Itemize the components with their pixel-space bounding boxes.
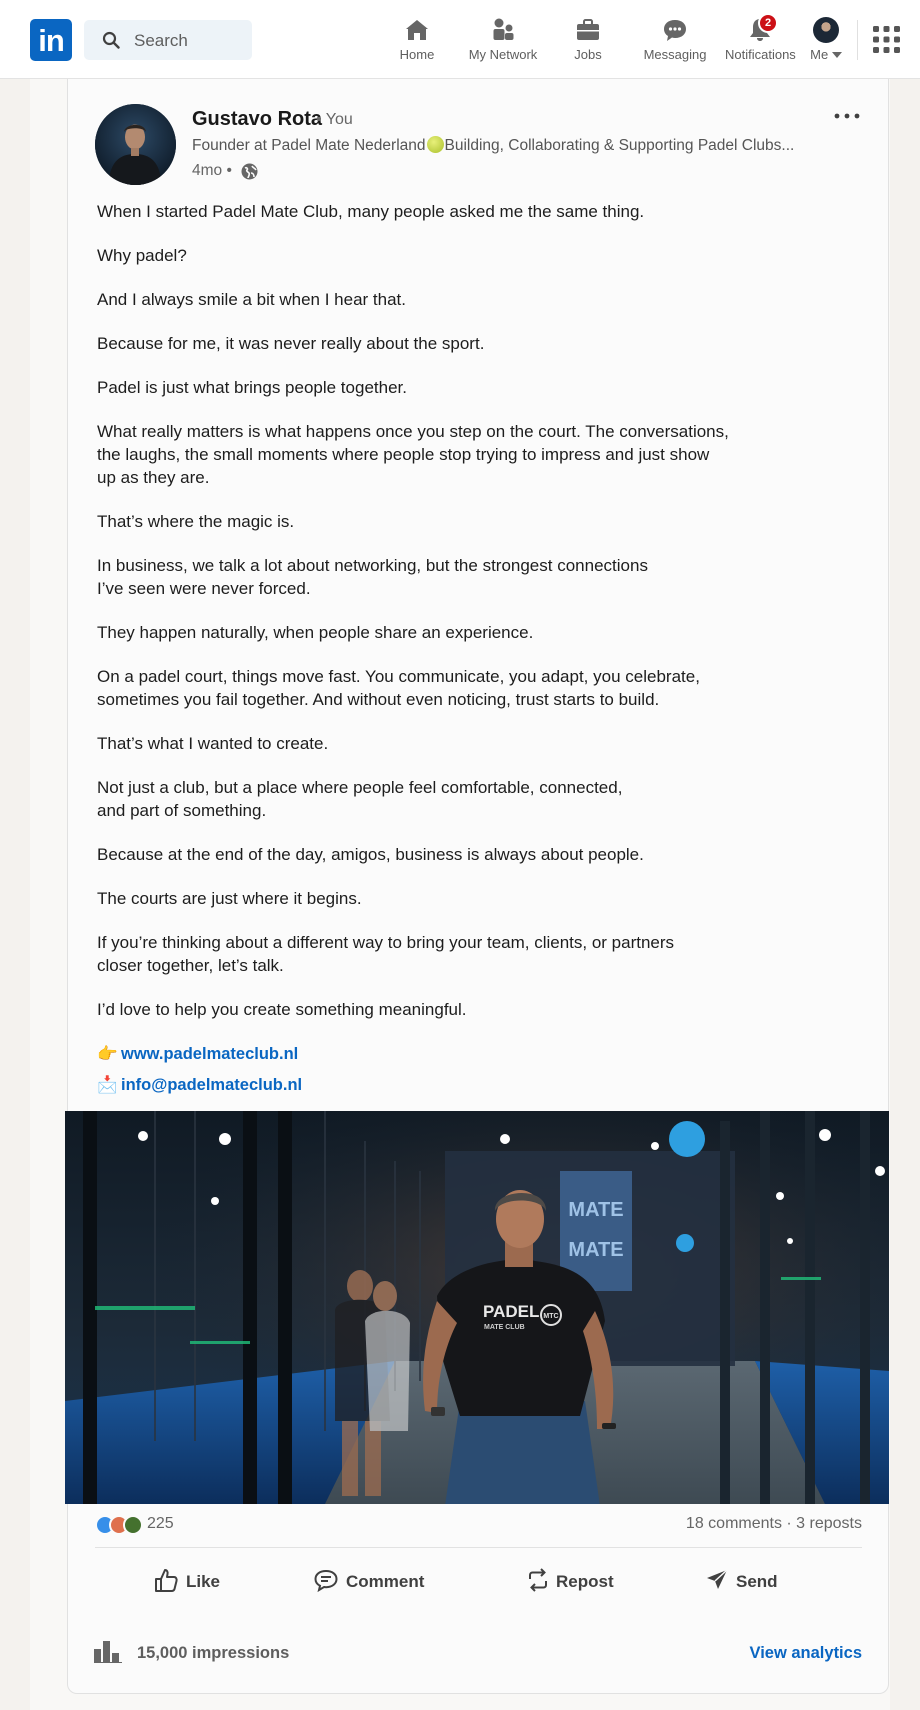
shirt-badge-text: MTC [543,1313,559,1320]
nav-me-label: Me [810,47,829,62]
send-icon [705,1567,729,1593]
nav-jobs-label: Jobs [574,47,602,62]
nav-divider [857,20,858,60]
comment-label: Comment [346,1572,425,1591]
globe-icon [240,162,259,181]
website-line [97,1045,298,1064]
headline-part-1: Founder at Padel Mate Nederland [192,137,426,154]
repost-icon [526,1567,550,1593]
like-label: Like [186,1572,221,1591]
author-avatar[interactable] [95,104,176,185]
chat-bubble-icon [661,16,689,44]
author-photo [95,104,176,185]
post-paragraph: I’d love to help you create something meaningful. [97,1000,467,1019]
post-paragraph: Why padel? [97,246,187,265]
avatar [813,17,839,43]
nav-notifications[interactable] [725,16,795,64]
post-paragraph: That’s what I wanted to create. [97,734,329,753]
post-paragraph: And I always smile a bit when I hear that. [97,290,406,309]
nav-notifications-label: Notifications [725,47,796,62]
post-text [97,200,767,1042]
post-image[interactable] [65,1111,889,1504]
notification-count-badge: 2 [758,13,778,33]
post-paragraph: Not just a club, but a place where people feel comfortable, connected, and part of something. [97,778,623,820]
search-placeholder: Search [134,31,188,50]
divider [95,1547,862,1548]
nav-my-network-label: My Network [468,47,538,62]
pointing-hand-icon: 👉 [97,1045,118,1063]
banner-text-2: MATE [568,1239,624,1261]
post-paragraph: They happen naturally, when people share an experience. [97,623,534,642]
website-link[interactable]: www.padelmateclub.nl [121,1045,299,1063]
nav-home[interactable] [395,16,439,64]
comment-button[interactable] [313,1567,433,1597]
reaction-count[interactable]: 225 [147,1515,174,1532]
nav-home-label: Home [399,47,435,62]
author-headline [192,136,832,155]
post-paragraph: Padel is just what brings people together. [97,378,407,397]
global-nav [0,0,920,79]
post-paragraph: That’s where the magic is. [97,512,295,531]
shirt-sub-text: MATE CLUB [484,1324,525,1331]
caret-down-icon [832,51,842,59]
thumbs-up-icon [154,1567,178,1593]
post-paragraph: If you’re thinking about a different way to bring your team, clients, or partners closer together, let’s talk. [97,933,675,975]
comments-reposts-count[interactable]: 18 comments · 3 reposts [685,1515,862,1532]
home-icon [403,16,431,44]
post-paragraph: What really matters is what happens once you step on the court. The conversations, the laughs, the small moments where people stop trying to impress and just show up as they are. [97,422,729,487]
impressions-count: 15,000 impressions [137,1644,290,1662]
send-button[interactable] [705,1567,785,1597]
banner-text-1: MATE [568,1199,624,1221]
comment-icon [313,1567,339,1593]
apps-grid-icon[interactable] [873,26,900,53]
padel-court-photo [65,1111,889,1504]
post-paragraph: On a padel court, things move fast. You communicate, you adapt, you celebrate, sometimes you fail together. And without even noticing, trust starts to build. [97,667,700,709]
view-analytics-link[interactable]: View analytics [749,1644,862,1662]
nav-messaging[interactable] [640,16,710,64]
tennis-ball-icon [427,136,444,153]
nav-me-label-wrap [808,47,844,62]
post-time: 4mo • [192,162,232,179]
bar-chart-icon [94,1641,122,1663]
people-icon [489,16,517,44]
post-paragraph: Because for me, it was never really about the sport. [97,334,485,353]
post-paragraph: In business, we talk a lot about networking, but the strongest connections I’ve seen were never forced. [97,556,648,598]
more-options-icon[interactable] [832,108,862,124]
email-link[interactable]: info@padelmateclub.nl [121,1076,303,1094]
repost-button[interactable] [526,1567,636,1597]
email-line [97,1076,302,1095]
post-paragraph: When I started Padel Mate Club, many people asked me the same thing. [97,202,645,221]
search-icon [102,31,120,49]
search-input[interactable] [84,20,252,60]
nav-messaging-label: Messaging [643,47,707,62]
briefcase-icon [574,16,602,44]
envelope-icon: 📩 [97,1076,118,1094]
nav-me[interactable] [808,16,844,64]
nav-my-network[interactable] [465,16,541,64]
shirt-brand-text: PADEL [483,1302,540,1321]
like-button[interactable] [154,1567,234,1597]
author-name[interactable]: Gustavo Rota [192,108,323,130]
send-label: Send [736,1572,778,1591]
nav-jobs[interactable] [570,16,606,64]
post-paragraph: The courts are just where it begins. [97,889,362,908]
post-paragraph: Because at the end of the day, amigos, business is always about people. [97,845,644,864]
linkedin-logo[interactable]: in [30,19,72,61]
headline-part-2: Building, Collaborating & Supporting Padel Clubs... [444,137,795,154]
author-you-label: • You [316,111,353,128]
support-reaction-icon [123,1515,143,1535]
repost-label: Repost [556,1572,614,1591]
